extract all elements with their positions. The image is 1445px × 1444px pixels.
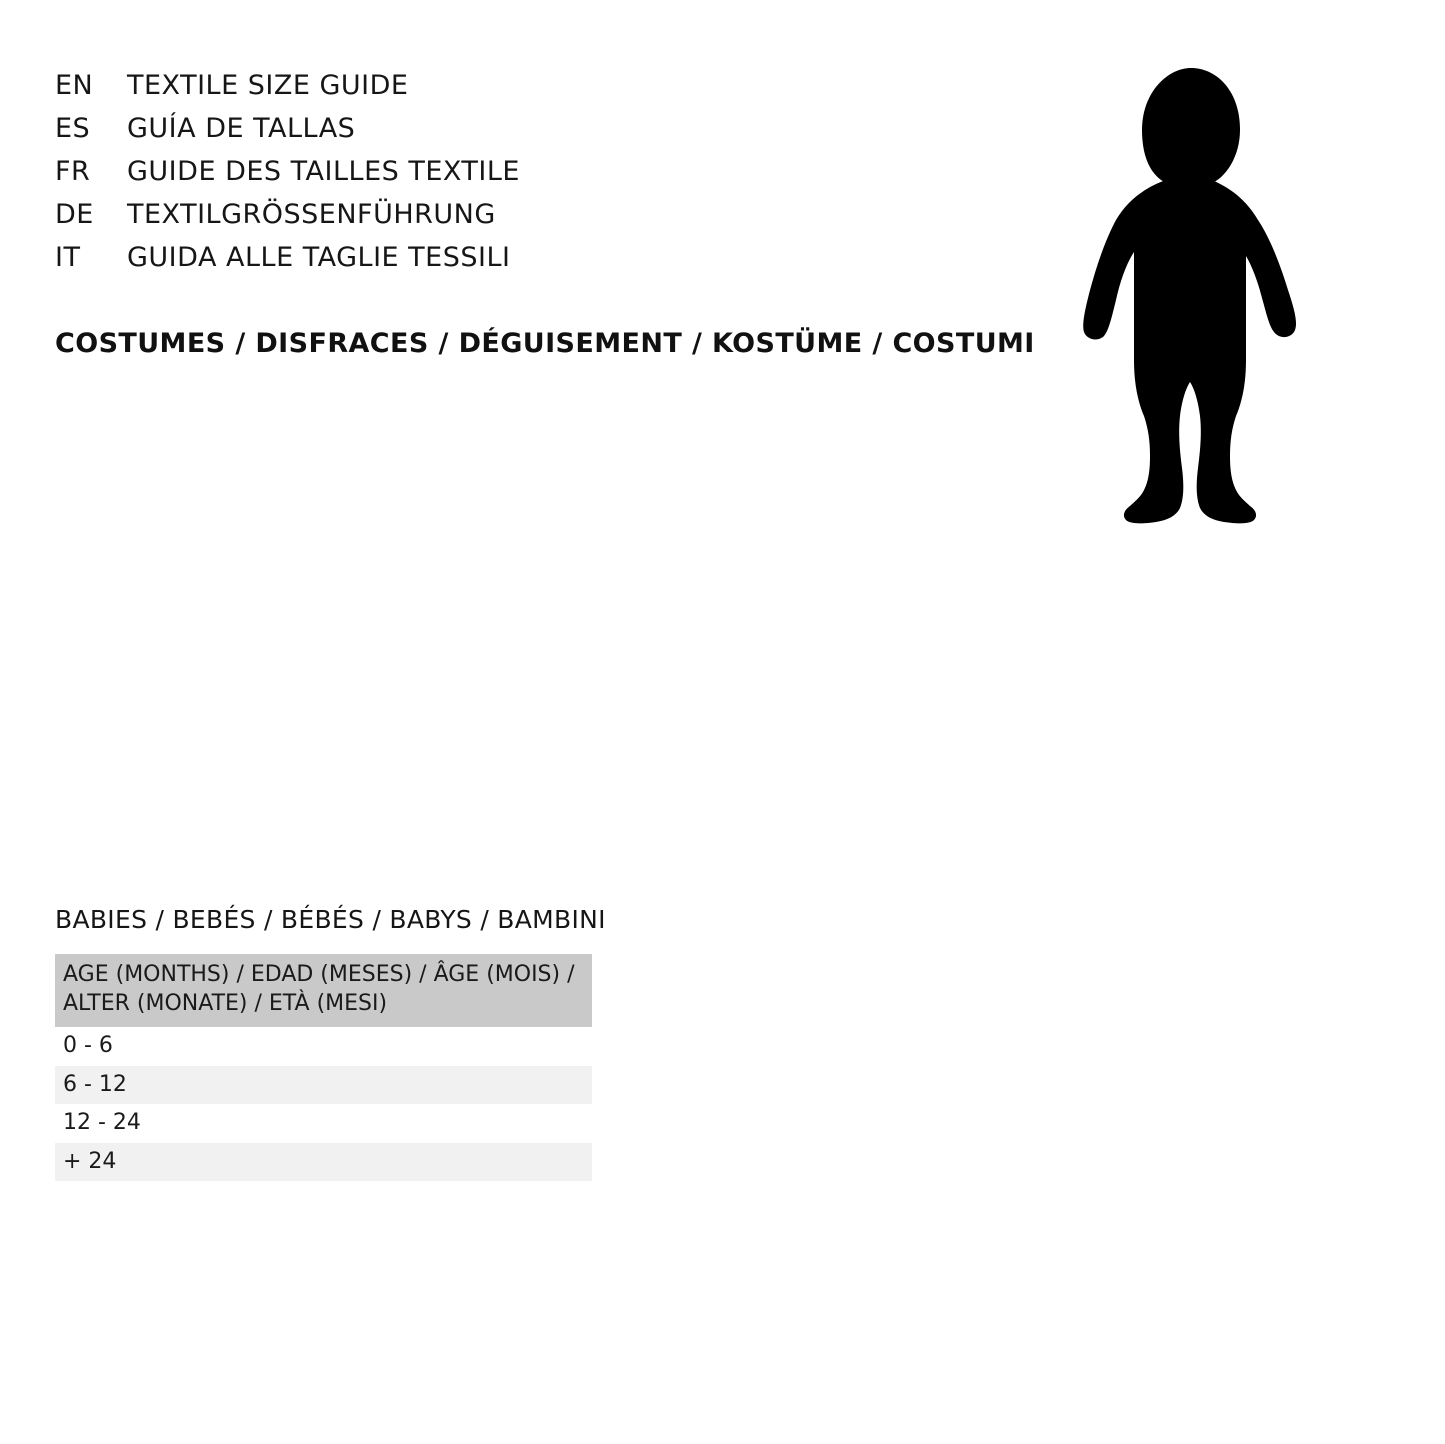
size-table-header-row xyxy=(55,954,592,1027)
size-table-title: BABIES / BEBÉS / BÉBÉS / BABYS / BAMBINI xyxy=(55,905,606,934)
age-range-value: + 24 xyxy=(55,1143,592,1182)
age-range-value: 6 - 12 xyxy=(55,1066,592,1105)
language-text-fr: GUIDE DES TAILLES TEXTILE xyxy=(127,156,520,187)
table-row xyxy=(55,1104,592,1143)
language-code-fr: FR xyxy=(55,156,91,187)
table-row xyxy=(55,1143,592,1182)
category-heading: COSTUMES / DISFRACES / DÉGUISEMENT / KOSTÜME / COSTUMI xyxy=(55,328,1035,359)
language-code-es: ES xyxy=(55,113,91,144)
table-row xyxy=(55,1066,592,1105)
age-range-value: 12 - 24 xyxy=(55,1104,592,1143)
table-row xyxy=(55,1027,592,1066)
size-table-header-cell xyxy=(55,954,592,1027)
language-row-es xyxy=(55,113,520,156)
language-row-fr xyxy=(55,156,520,199)
language-row-de xyxy=(55,199,520,242)
language-row-en xyxy=(55,70,520,113)
language-code-de: DE xyxy=(55,199,94,230)
language-text-it: GUIDA ALLE TAGLIE TESSILI xyxy=(127,242,511,273)
header-line-2: ALTER (MONATE) / ETÀ (MESI) xyxy=(63,990,388,1016)
size-table xyxy=(55,954,592,1181)
language-text-en: TEXTILE SIZE GUIDE xyxy=(127,70,409,101)
header-line-1: AGE (MONTHS) / EDAD (MESES) / ÂGE (MOIS) / xyxy=(63,962,575,987)
age-range-value: 0 - 6 xyxy=(55,1027,592,1066)
language-row-it xyxy=(55,242,520,285)
language-code-en: EN xyxy=(55,70,94,101)
language-text-de: TEXTILGRÖSSENFÜHRUNG xyxy=(127,199,496,230)
baby-silhouette-illustration xyxy=(1060,60,1310,530)
language-list xyxy=(55,70,520,285)
language-code-it: IT xyxy=(55,242,81,273)
language-text-es: GUÍA DE TALLAS xyxy=(127,113,356,144)
size-table-section xyxy=(55,905,606,1181)
